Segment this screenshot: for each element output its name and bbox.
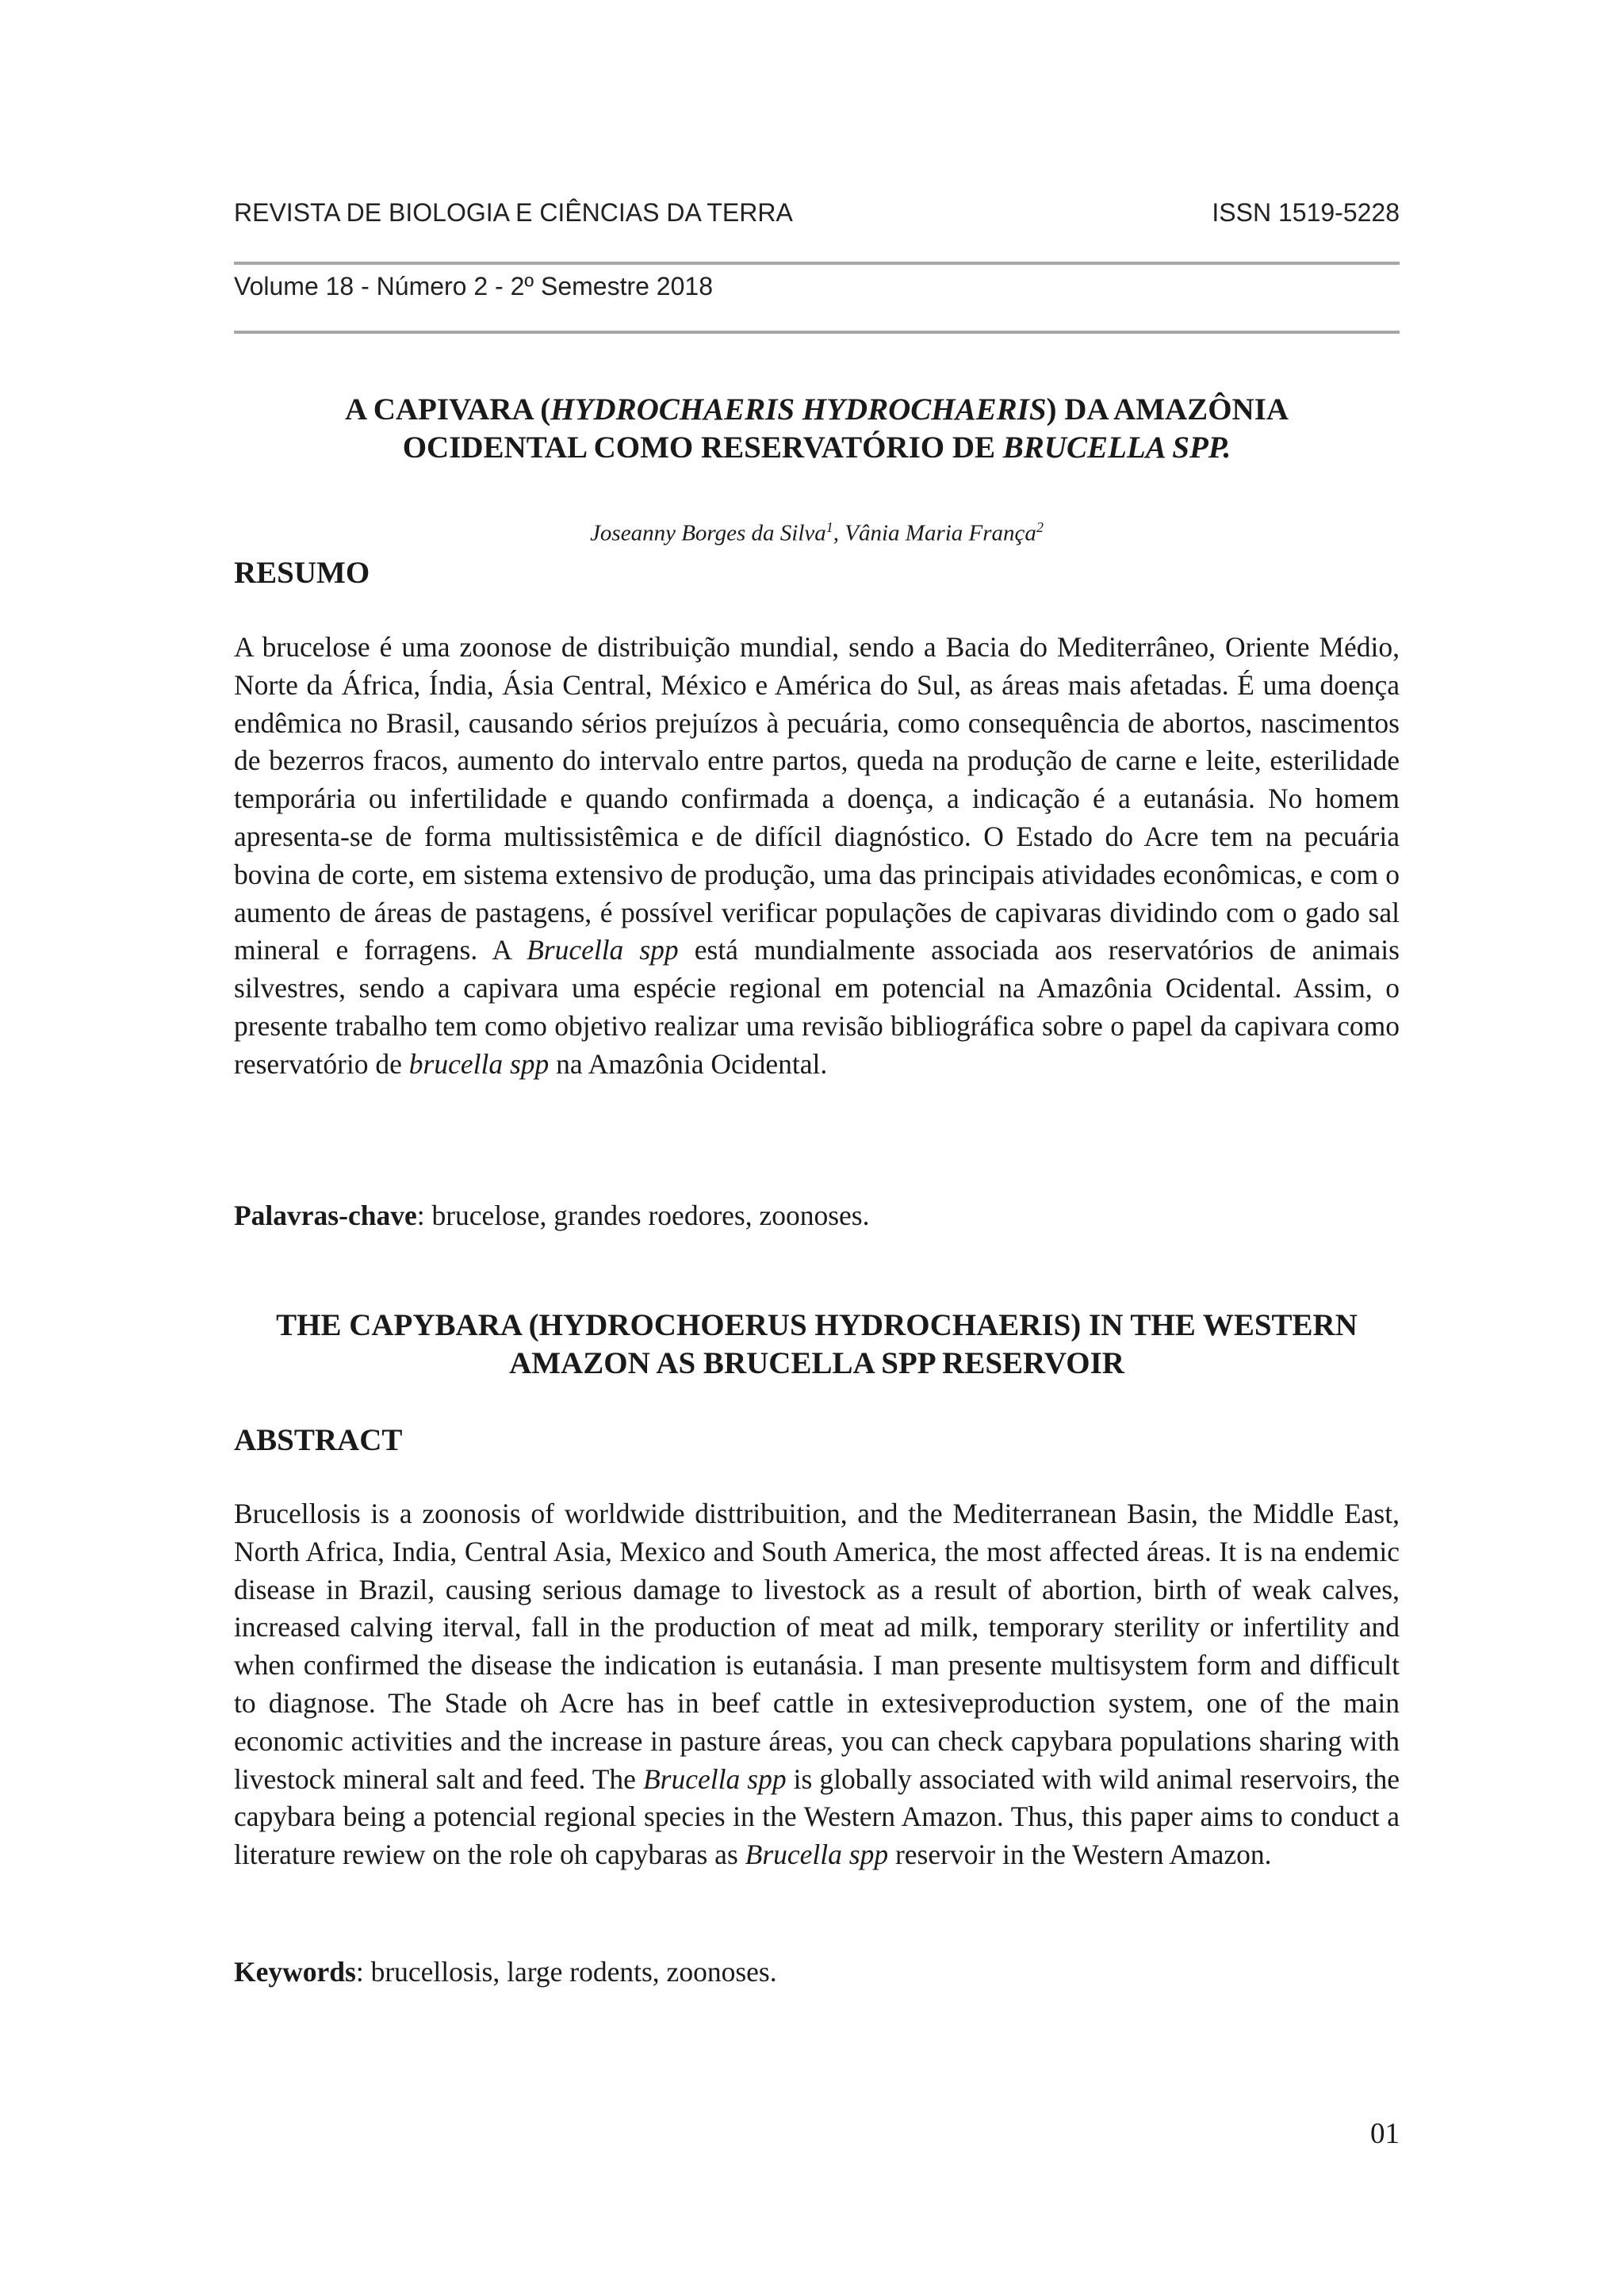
journal-name: REVISTA DE BIOLOGIA E CIÊNCIAS DA TERRA [234, 198, 793, 227]
author-1: Joseanny Borges da Silva [590, 520, 826, 546]
page-number: 01 [1370, 2118, 1400, 2150]
authors: Joseanny Borges da Silva$^1$, Vânia Maria França$^2$ [590, 519, 1044, 546]
resumo-heading: RESUMO [234, 556, 370, 590]
resumo-paragraph: A brucelose é uma zoonose de distribuição mundial, sendo a Bacia do Mediterrâneo, Oriente Médio, Norte da África, Índia, Ásia Central, México e América do Sul, as áreas mais afetadas. É uma doença endêmica no Brasil, causando sérios prejuízos à pecuária, como consequência de abortos, nascimentos de bezerros fracos, aumento do intervalo entre partos, queda na produção de carne e leite, esterilidade temporária ou infertilidade e quando confirmada a doença, a indicação é a eutanásia. No homem apresenta-se de forma multissistêmica e de difícil diagnóstico. O Estado do Acre tem na pecuária bovina de corte, em sistema extensivo de produção, uma das principais atividades econômicas, e com o aumento de áreas de pastagens, é possível verificar populações de capivaras dividindo com o gado sal mineral e forragens. A Brucella spp está mundialmente associada aos reservatórios de animais silvestres, sendo a capivara uma espécie regional em potencial na Amazônia Ocidental. Assim, o presente trabalho tem como objetivo realizar uma revisão bibliográfica sobre o papel da capivara como reservatório de brucella spp na Amazônia Ocidental. [234, 631, 1400, 1080]
keywords-en: Keywords: brucellosis, large rodents, zoonoses. [234, 1956, 777, 1988]
abstract-paragraph: Brucellosis is a zoonosis of worldwide disttribuition, and the Mediterranean Basin, the Middle East, North Africa, India, Central Asia, Mexico and South America, the most affected áreas. It is na endemic disease in Brazil, causing serious damage to livestock as a result of abortion, birth of weak calves, increased calving iterval, fall in the production of meat ad milk, temporary sterility or infertility and when confirmed the disease the indication is eutanásia. I man presente multisystem form and difficult to diagnose. The Stade oh Acre has in beef cattle in extesiveproduction system, one of the main economic activities and the increase in pasture áreas, you can check capybara populations sharing with livestock mineral salt and feed. The Brucella spp is globally associated with wild animal reservoirs, the capybara being a potencial regional species in the Western Amazon. Thus, this paper aims to conduct a literature rewiew on the role oh capybaras as Brucella spp reservoir in the Western Amazon. [234, 1498, 1400, 1871]
volume-info: Volume 18 - Número 2 - 2º Semestre 2018 [234, 272, 713, 300]
abstract-heading: ABSTRACT [234, 1423, 403, 1457]
journal-header [234, 198, 1400, 228]
issn: ISSN 1519-5228 [1212, 198, 1400, 227]
header-rule-bottom [234, 331, 1400, 334]
paper-title-en: THE CAPYBARA (HYDROCHOERUS HYDROCHAERIS) IN THE WESTERN AMAZON AS BRUCELLA SPP RESERVOIR [276, 1308, 1358, 1380]
author-2: Vânia Maria França [845, 520, 1036, 546]
keywords-pt: Palavras-chave: brucelose, grandes roedores, zoonoses. [234, 1200, 870, 1231]
header-rule-top [234, 262, 1400, 265]
paper-title-pt: A CAPIVARA (HYDROCHAERIS HYDROCHAERIS) DA AMAZÔNIA OCIDENTAL COMO RESERVATÓRIO DE BRUCELLA SPP. [344, 392, 1289, 465]
